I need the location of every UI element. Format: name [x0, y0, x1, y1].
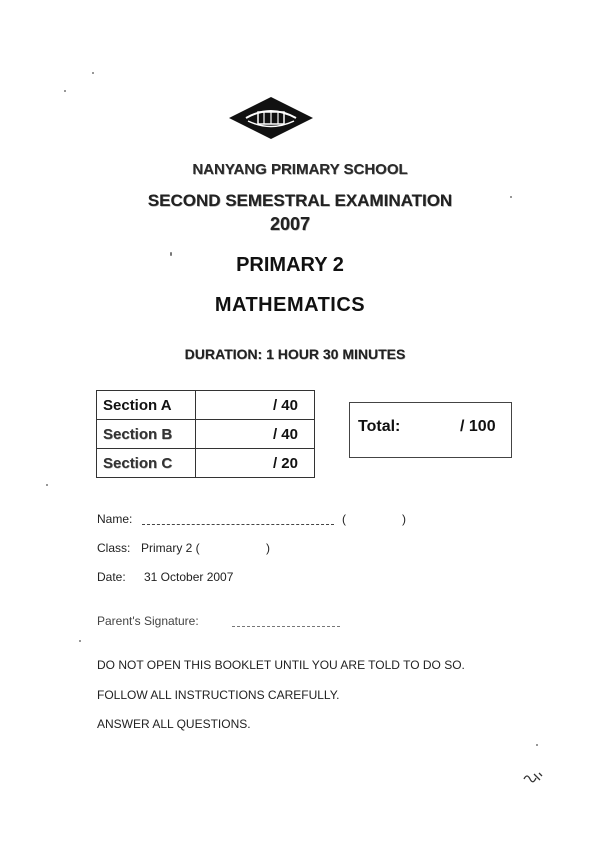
subject-title: MATHEMATICS — [214, 294, 366, 316]
exam-title: SECOND SEMESTRAL EXAMINATION — [147, 191, 453, 210]
name-register-close: ) — [402, 512, 406, 526]
name-input-line[interactable] — [142, 524, 334, 525]
section-name: Section C — [97, 449, 196, 478]
scan-speck — [64, 90, 66, 92]
grade-level: PRIMARY 2 — [236, 254, 344, 276]
class-label: Class: — [97, 541, 131, 555]
class-paren-close: ) — [266, 541, 270, 555]
instruction-line: DO NOT OPEN THIS BOOKLET UNTIL YOU ARE TOLD TO DO SO. — [97, 658, 465, 672]
signature-label: Parent's Signature: — [97, 614, 199, 628]
scan-speck — [46, 484, 48, 486]
total-label: Total: — [358, 418, 401, 435]
date-label: Date: — [97, 570, 126, 584]
name-register-open: ( — [342, 512, 346, 526]
table-row — [97, 420, 315, 449]
scan-mark — [522, 770, 544, 784]
section-score-table — [96, 390, 315, 478]
instruction-line: FOLLOW ALL INSTRUCTIONS CAREFULLY. — [97, 688, 340, 702]
section-score: / 40 — [196, 420, 315, 449]
school-name: NANYANG PRIMARY SCHOOL — [192, 161, 408, 178]
table-row — [97, 449, 315, 478]
name-label: Name: — [97, 512, 133, 526]
instruction-line: ANSWER ALL QUESTIONS. — [97, 717, 251, 731]
total-value: / 100 — [460, 418, 496, 435]
scan-speck — [510, 196, 512, 198]
section-name: Section A — [97, 391, 196, 420]
section-name: Section B — [97, 420, 196, 449]
date-value: 31 October 2007 — [144, 570, 234, 584]
scan-speck — [170, 252, 172, 256]
exam-year: 2007 — [269, 214, 311, 234]
class-value: Primary 2 ( — [141, 541, 200, 555]
scan-speck — [536, 744, 538, 746]
school-logo — [228, 96, 314, 140]
section-score: / 20 — [196, 449, 315, 478]
exam-duration: DURATION: 1 HOUR 30 MINUTES — [184, 346, 406, 362]
table-row — [97, 391, 315, 420]
section-score: / 40 — [196, 391, 315, 420]
scan-speck — [79, 640, 81, 642]
scan-speck — [92, 72, 94, 74]
signature-line[interactable] — [232, 626, 340, 627]
